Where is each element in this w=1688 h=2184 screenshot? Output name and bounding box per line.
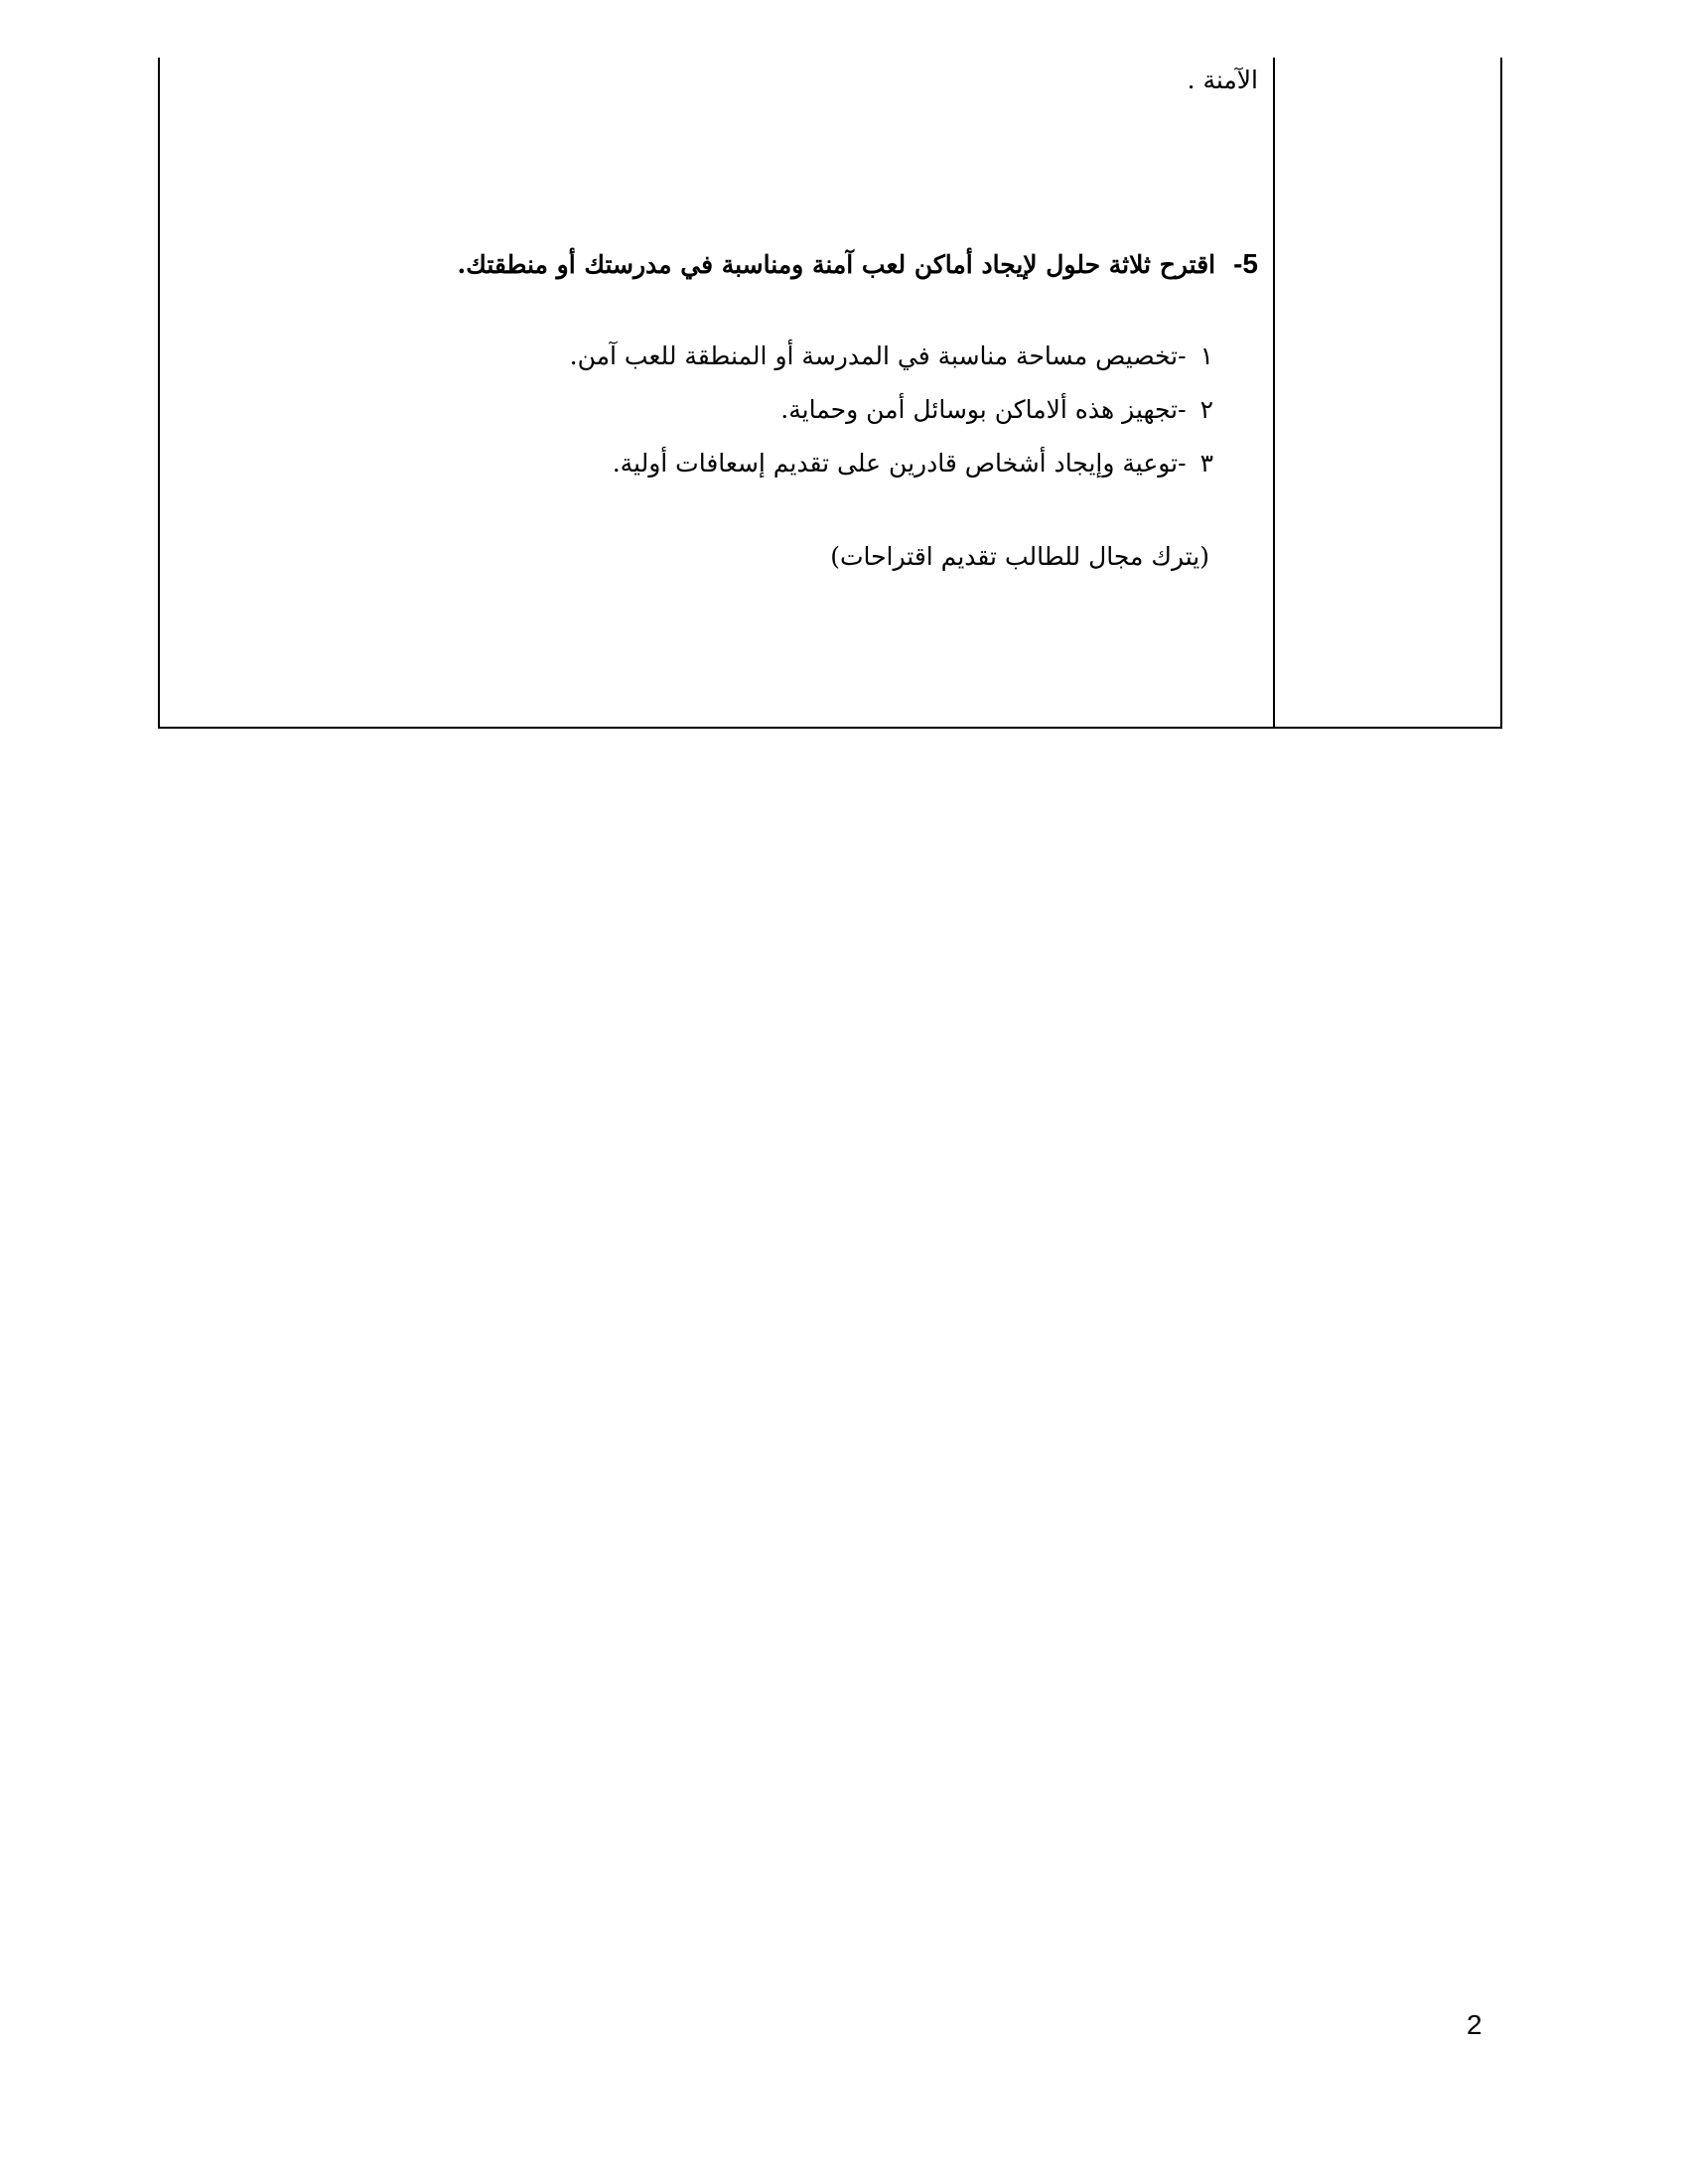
page-number: 2: [1467, 2009, 1482, 2040]
answer-text: -تخصيص مساحة مناسبة في المدرسة أو المنطقة للعب آمن.: [569, 341, 1187, 370]
answer-item: [613, 449, 1213, 478]
question-number: 5-: [1233, 248, 1258, 279]
previous-answer-ending: الآمنة .: [1187, 66, 1258, 94]
answer-item: [570, 341, 1213, 370]
answer-text: -تجهيز هذه ألاماكن بوسائل أمن وحماية.: [780, 395, 1187, 424]
answer-number: ٣: [1199, 449, 1213, 478]
answer-text: -توعية وإيجاد أشخاص قادرين على تقديم إسعافات أولية.: [612, 449, 1187, 478]
teacher-note: (يترك مجال للطالب تقديم اقتراحات): [830, 542, 1209, 571]
table-column-divider: [1273, 58, 1275, 727]
question-text: اقترح ثلاثة حلول لإيجاد أماكن لعب آمنة ومناسبة في مدرستك أو منطقتك.: [457, 250, 1216, 279]
answer-number: ٢: [1199, 395, 1213, 424]
answer-number: ١: [1199, 341, 1213, 370]
answer-table: [158, 58, 1502, 729]
question-5: [458, 248, 1258, 280]
answer-item: [780, 395, 1213, 424]
